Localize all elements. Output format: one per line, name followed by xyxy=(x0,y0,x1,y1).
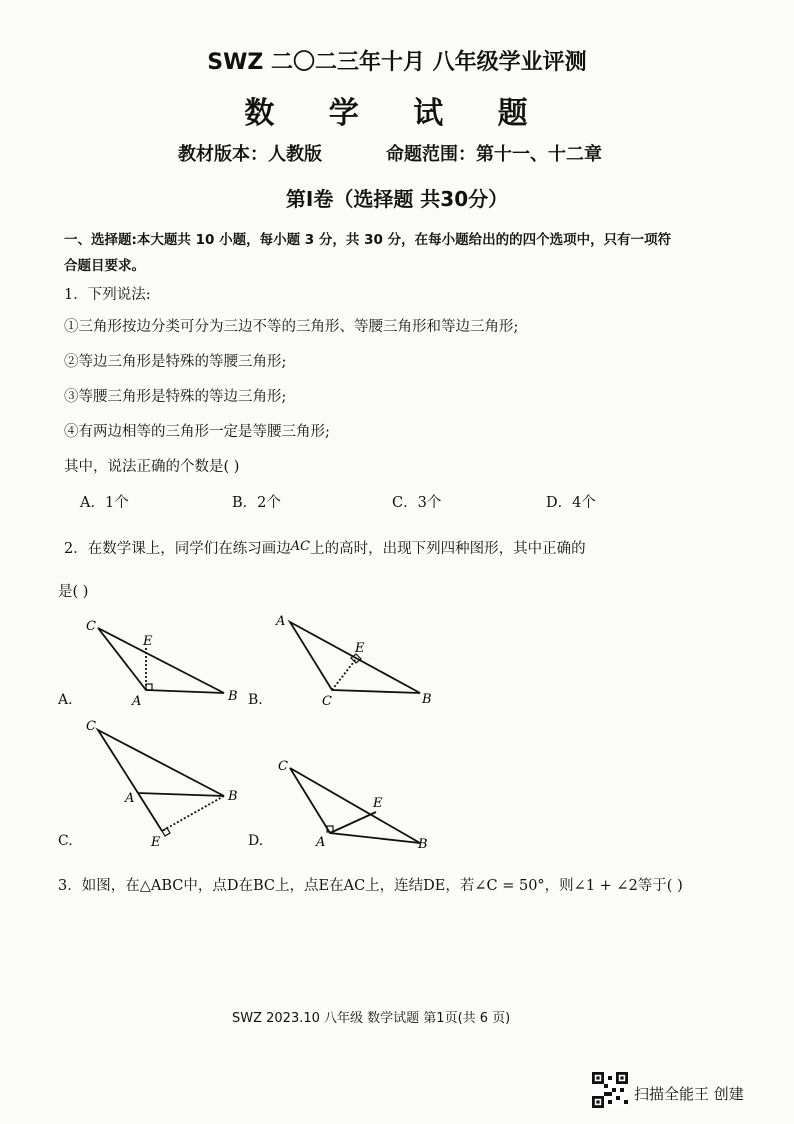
scope-label: 命题范围：第十一、十二章 xyxy=(386,144,602,165)
figure-b-label-e: E xyxy=(355,641,365,656)
figure-c-triangle xyxy=(98,730,224,796)
figure-a-triangle xyxy=(98,628,224,693)
q2-stem-line2: 是( ) xyxy=(58,584,89,600)
figure-b-triangle xyxy=(290,622,420,693)
figure-d-triangle xyxy=(290,768,420,843)
q1-stem: 1．下列说法: xyxy=(64,287,151,303)
edition-label: 教材版本：人教版 xyxy=(178,144,322,165)
q1-statement-4: ④有两边相等的三角形一定是等腰三角形; xyxy=(64,424,330,440)
figure-c-label-a: A xyxy=(125,791,135,806)
q1-option-a: A．1个 xyxy=(80,495,129,511)
qr-code-icon xyxy=(592,1072,628,1108)
q1-statement-3: ③等腰三角形是特殊的等边三角形; xyxy=(64,389,287,405)
page-footer: SWZ 2023.10 八年级 数学试题 第1页(共 6 页) xyxy=(232,1011,511,1026)
q1-option-c: C．3个 xyxy=(392,495,442,511)
figure-b-label-c: C xyxy=(322,694,332,709)
q1-option-b: B．2个 xyxy=(232,495,281,511)
figure-c-right-angle xyxy=(162,828,170,836)
figure-c-extension xyxy=(138,793,162,831)
q1-statement-2: ②等边三角形是特殊的等腰三角形; xyxy=(64,354,287,370)
section-intro-line2: 合题目要求。 xyxy=(64,258,145,274)
figure-d-label-b: B xyxy=(418,837,428,852)
q2-stem-part1: 2．在数学课上，同学们在练习画边 xyxy=(64,541,291,557)
q2-figure-label-a: A. xyxy=(58,692,73,708)
figure-c-label-e: E xyxy=(151,835,161,850)
figure-a-label-a: A xyxy=(132,694,142,709)
q2-stem-part2: 上的高时，出现下列四种图形，其中正确的 xyxy=(310,541,586,557)
figure-a-label-e: E xyxy=(143,634,153,649)
q3-stem: 3．如图，在△ABC中，点D在BC上，点E在AC上，连结DE，若∠C = 50°，则∠1 + ∠2等于( ) xyxy=(58,878,683,894)
section-intro-line1: 一、选择题:本大题共 10 小题，每小题 3 分，共 30 分，在每小题给出的的四个选项中，只有一项符 xyxy=(64,232,672,248)
q2-figure-label-d: D. xyxy=(248,833,264,849)
subject-title: 数 学 试 题 xyxy=(244,96,550,131)
volume-title: 第Ⅰ卷（选择题 共30分） xyxy=(285,187,509,211)
figure-c xyxy=(98,730,224,836)
q1-question: 其中，说法正确的个数是( ) xyxy=(64,459,240,475)
figure-c-height xyxy=(162,796,224,831)
figure-d xyxy=(290,768,420,843)
q2-figure-label-b: B. xyxy=(248,692,263,708)
figure-d-label-a: A xyxy=(316,835,326,850)
q2-figure-label-c: C. xyxy=(58,833,73,849)
figure-a xyxy=(98,628,224,693)
figure-d-height xyxy=(330,812,376,833)
scanner-watermark: 扫描全能王 创建 xyxy=(634,1085,744,1103)
q1-option-d: D．4个 xyxy=(546,495,596,511)
figure-b-label-a: A xyxy=(276,614,286,629)
figure-c-label-b: B xyxy=(228,789,238,804)
figure-b xyxy=(290,622,420,693)
figure-b-height xyxy=(332,659,356,690)
exam-title: SWZ 二〇二三年十月 八年级学业评测 xyxy=(207,50,587,75)
q1-statement-1: ①三角形按边分类可分为三边不等的三角形、等腰三角形和等边三角形; xyxy=(64,319,519,335)
figure-d-label-c: C xyxy=(278,759,288,774)
q2-stem-var: AC xyxy=(290,539,311,554)
figure-d-label-e: E xyxy=(373,796,383,811)
figure-b-label-b: B xyxy=(422,692,432,707)
figure-a-label-b: B xyxy=(228,689,238,704)
figure-c-label-c: C xyxy=(86,719,96,734)
figure-a-label-c: C xyxy=(86,619,96,634)
